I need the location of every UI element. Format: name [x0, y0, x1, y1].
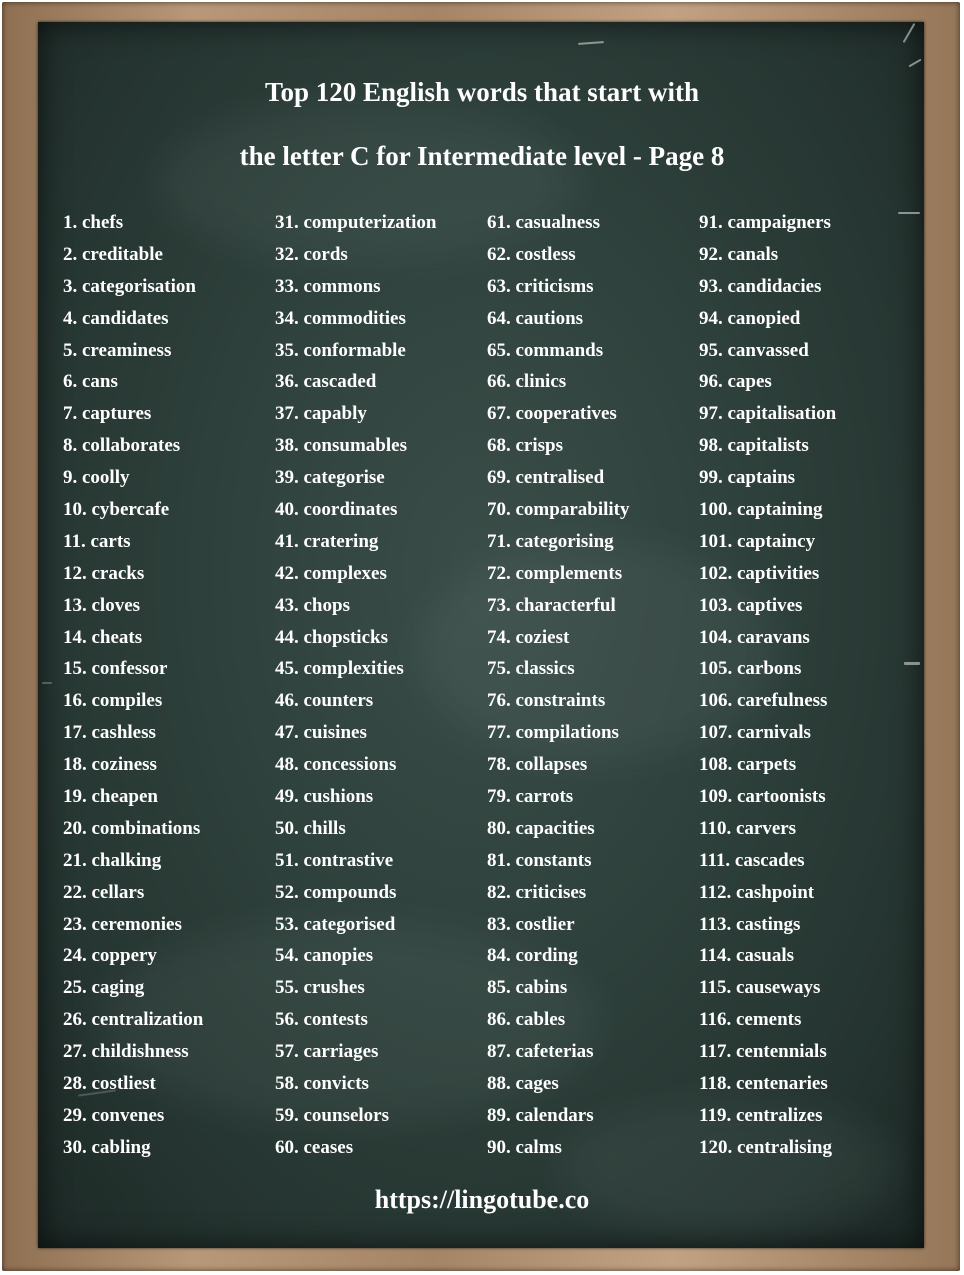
word-list-item: 116. cements — [699, 1009, 802, 1031]
word-list-item: 24. coppery — [63, 945, 157, 967]
word-list-item: 65. commands — [487, 339, 604, 361]
word-list-item: 84. cording — [487, 945, 578, 967]
word-list-item: 6. cans — [63, 371, 118, 393]
word-list-item: 63. criticisms — [487, 275, 594, 297]
word-column-1 — [63, 211, 203, 1168]
word-list-item: 45. complexities — [275, 658, 404, 680]
word-list-item: 3. categorisation — [63, 275, 196, 297]
word-list-item: 12. cracks — [63, 562, 145, 584]
page-title-line-2: the letter C for Intermediate level - Page 8 — [239, 141, 725, 171]
word-list-item: 58. convicts — [275, 1073, 369, 1095]
word-list-item: 113. castings — [699, 913, 801, 935]
word-list-item: 2. creditable — [63, 243, 163, 265]
word-list-item: 103. captives — [699, 594, 803, 616]
word-list-item: 31. computerization — [275, 212, 437, 233]
word-list-item: 59. counselors — [275, 1104, 389, 1126]
word-list-item: 100. captaining — [699, 499, 823, 521]
word-list-item: 15. confessor — [63, 658, 168, 680]
word-list-item: 89. calendars — [487, 1104, 594, 1126]
word-list-item: 13. cloves — [63, 594, 141, 616]
word-list-item: 1. chefs — [63, 212, 124, 233]
chalk-scratch — [578, 41, 604, 45]
word-list-item: 5. creaminess — [63, 339, 172, 361]
word-column-3 — [487, 211, 630, 1168]
word-list-item: 83. costlier — [487, 913, 575, 935]
chalk-scratch — [898, 212, 920, 214]
word-list-item: 48. concessions — [275, 754, 397, 776]
word-list-item: 39. categorise — [275, 467, 385, 489]
word-list-item: 73. characterful — [487, 594, 616, 616]
word-list-item: 16. compiles — [63, 690, 163, 712]
word-list-item: 98. capitalists — [699, 435, 809, 457]
word-list-item: 54. canopies — [275, 945, 374, 967]
chalk-scratch — [908, 59, 921, 68]
word-list-item: 44. chopsticks — [275, 626, 388, 648]
word-column-4 — [699, 211, 836, 1168]
word-list-item: 108. carpets — [699, 754, 797, 776]
word-list-item: 33. commons — [275, 275, 381, 297]
word-list-item: 105. carbons — [699, 658, 802, 680]
word-list-item: 51. contrastive — [275, 849, 394, 871]
word-list-item: 60. ceases — [275, 1136, 354, 1158]
word-list-item: 72. complements — [487, 562, 623, 584]
word-list-item: 14. cheats — [63, 626, 143, 648]
word-list-item: 81. constants — [487, 849, 592, 871]
word-column-2 — [275, 211, 436, 1168]
word-list-item: 106. carefulness — [699, 690, 828, 712]
word-list-item: 92. canals — [699, 243, 779, 265]
word-list-item: 55. crushes — [275, 977, 365, 999]
word-list-item: 77. compilations — [487, 722, 619, 744]
word-list-item: 8. collaborates — [63, 435, 181, 457]
word-list-item: 68. crisps — [487, 435, 563, 457]
word-list-item: 28. costliest — [63, 1073, 156, 1095]
word-list-item: 35. conformable — [275, 339, 406, 361]
word-list-item: 101. captaincy — [699, 530, 816, 552]
word-list-item: 69. centralised — [487, 467, 605, 489]
word-list-item: 26. centralization — [63, 1009, 204, 1031]
word-list-item: 115. causeways — [699, 977, 821, 999]
word-list-item: 53. categorised — [275, 913, 396, 935]
word-list-item: 27. childishness — [63, 1041, 189, 1063]
word-list-item: 34. commodities — [275, 307, 406, 329]
word-list-item: 43. chops — [275, 594, 350, 616]
word-list-item: 57. carriages — [275, 1041, 379, 1063]
word-list-item: 107. carnivals — [699, 722, 811, 744]
word-list-item: 4. candidates — [63, 307, 169, 329]
word-list-item: 40. coordinates — [275, 499, 398, 521]
word-list-item: 112. cashpoint — [699, 881, 815, 903]
word-list-item: 82. criticises — [487, 881, 587, 903]
word-list-item: 88. cages — [487, 1073, 559, 1095]
word-list-item: 7. captures — [63, 403, 152, 425]
word-list-item: 62. costless — [487, 243, 576, 265]
word-list-item: 97. capitalisation — [699, 403, 837, 425]
word-list-item: 90. calms — [487, 1136, 562, 1158]
word-list-item: 79. carrots — [487, 786, 574, 808]
word-list-item: 111. cascades — [699, 849, 805, 871]
word-list-item: 30. cabling — [63, 1136, 151, 1158]
chalk-scratch — [904, 662, 920, 665]
word-list-item: 110. carvers — [699, 817, 797, 839]
word-list-item: 120. centralising — [699, 1136, 832, 1158]
word-list-item: 9. coolly — [63, 467, 130, 489]
word-list-item: 91. campaigners — [699, 212, 831, 233]
word-list-item: 64. cautions — [487, 307, 584, 329]
chalk-scratch — [903, 23, 916, 43]
chalk-scratch — [42, 682, 52, 684]
word-list-item: 11. carts — [63, 530, 131, 552]
word-list-item: 74. coziest — [487, 626, 570, 648]
word-list-item: 70. comparability — [487, 499, 630, 521]
word-list-item: 85. cabins — [487, 977, 568, 999]
word-list-item: 23. ceremonies — [63, 913, 182, 935]
word-list-item: 67. cooperatives — [487, 403, 617, 425]
word-list-item: 78. collapses — [487, 754, 588, 776]
word-list-item: 119. centralizes — [699, 1104, 823, 1126]
word-list-item: 104. caravans — [699, 626, 810, 648]
word-list-item: 93. candidacies — [699, 275, 822, 297]
word-list-item: 19. cheapen — [63, 786, 158, 808]
word-list-item: 32. cords — [275, 243, 348, 265]
word-list-item: 37. capably — [275, 403, 367, 425]
word-list-item: 80. capacities — [487, 817, 595, 839]
word-list-item: 36. cascaded — [275, 371, 377, 393]
word-list-item: 25. caging — [63, 977, 145, 999]
word-list-item: 87. cafeterias — [487, 1041, 594, 1063]
word-list-item: 52. compounds — [275, 881, 397, 903]
word-list-item: 29. convenes — [63, 1104, 165, 1126]
word-list-item: 109. cartoonists — [699, 786, 826, 808]
word-list-item: 114. casuals — [699, 945, 795, 967]
word-list-item: 66. clinics — [487, 371, 567, 393]
page-title-line-1: Top 120 English words that start with — [264, 77, 700, 107]
word-list-item: 95. canvassed — [699, 339, 809, 361]
word-list-item: 94. canopied — [699, 307, 801, 329]
word-list-item: 47. cuisines — [275, 722, 367, 744]
word-list-item: 22. cellars — [63, 881, 145, 903]
word-list-item: 56. contests — [275, 1009, 368, 1031]
word-list-item: 17. cashless — [63, 722, 156, 744]
word-list-item: 41. cratering — [275, 530, 379, 552]
word-list-item: 61. casualness — [487, 212, 600, 233]
word-list-item: 46. counters — [275, 690, 374, 712]
word-list-item: 71. categorising — [487, 530, 614, 552]
word-list-item: 20. combinations — [63, 817, 201, 839]
word-list-item: 42. complexes — [275, 562, 387, 584]
word-list-item: 102. captivities — [699, 562, 820, 584]
word-list-item: 49. cushions — [275, 786, 374, 808]
word-list-item: 118. centenaries — [699, 1073, 828, 1095]
word-list-item: 38. consumables — [275, 435, 407, 457]
website-url: https://lingotube.co — [374, 1185, 590, 1214]
word-list-item: 76. constraints — [487, 690, 606, 712]
word-list-item: 18. coziness — [63, 754, 157, 776]
word-list-item: 86. cables — [487, 1009, 566, 1031]
word-list-item: 10. cybercafe — [63, 499, 170, 521]
word-list-item: 21. chalking — [63, 849, 162, 871]
word-list-item: 96. capes — [699, 371, 772, 393]
word-list-item: 117. centennials — [699, 1041, 827, 1063]
word-list-item: 50. chills — [275, 817, 346, 839]
word-list-item: 99. captains — [699, 467, 796, 489]
word-list-item: 75. classics — [487, 658, 575, 680]
